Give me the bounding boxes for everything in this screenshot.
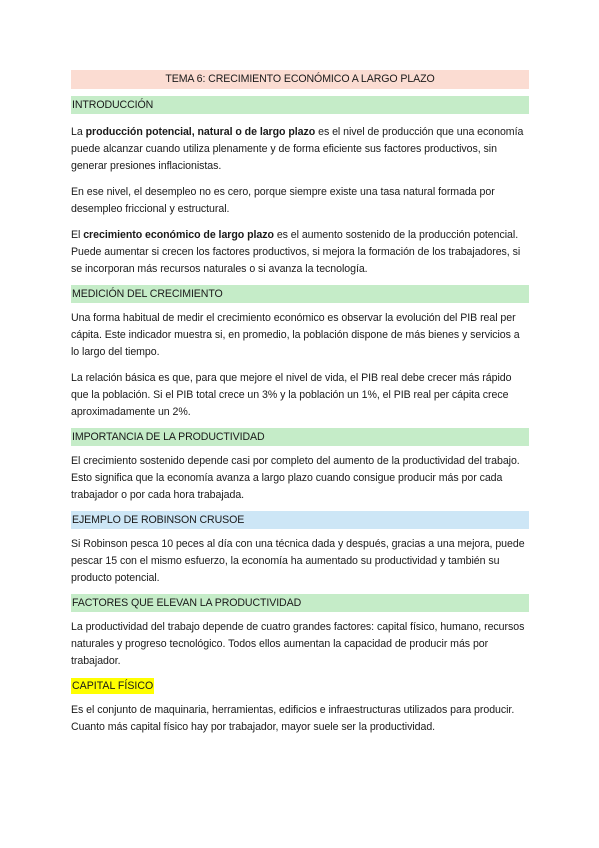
paragraph-factores: La productividad del trabajo depende de cuatro grandes factores: capital físico, humano, recursos naturales y progreso tecnológico. Todos ellos aumentan la capacidad de producir más por trabajador. — [71, 621, 525, 667]
section-heading-robinson-crusoe: EJEMPLO DE ROBINSON CRUSOE — [71, 511, 529, 529]
text-fragment: El — [71, 229, 84, 241]
highlighted-heading-text: CAPITAL FÍSICO — [72, 680, 154, 692]
paragraph-capital-fisico: Es el conjunto de maquinaria, herramientas, edificios e infraestructuras utilizados para producir. Cuanto más capital físico hay por trabajador, mayor suele ser la productividad. — [71, 704, 515, 733]
text-fragment: es el nivel de producción que una economía puede alcanzar cuando utiliza plenamente y de forma eficiente sus factores productivos, sin generar presiones inflacionistas. — [71, 126, 524, 172]
paragraph-robinson: Si Robinson pesca 10 peces al día con una técnica dada y después, gracias a una mejora, puede pescar 15 con el mismo esfuerzo, la economía ha aumentado su productividad y también su producto potencial. — [71, 538, 525, 584]
section-heading-introduccion: INTRODUCCIÓN — [71, 96, 529, 114]
document-title: TEMA 6: CRECIMIENTO ECONÓMICO A LARGO PLAZO — [71, 70, 529, 89]
text-fragment: es el aumento sostenido de la producción potencial. Puede aumentar si crecen los factores productivos, si mejora la formación de los trabajadores, si se incorporan más recursos naturales o si avanza la tecnología. — [71, 229, 521, 275]
paragraph-desempleo: En ese nivel, el desempleo no es cero, porque siempre existe una tasa natural formada por desempleo friccional y estructural. — [71, 186, 495, 215]
section-heading-capital-fisico — [71, 677, 529, 695]
paragraph-produccion-potencial — [71, 124, 529, 175]
paragraph-pib-per-capita: Una forma habitual de medir el crecimiento económico es observar la evolución del PIB real per cápita. Este indicador muestra si, en promedio, la población dispone de más bienes y servicios a lo largo del tiempo. — [71, 312, 520, 358]
paragraph-relacion-basica: La relación básica es que, para que mejore el nivel de vida, el PIB real debe crecer más rápido que la población. Si el PIB total crece un 3% y la población un 1%, el PIB real per cápita crece aproximadamente un 2%. — [71, 372, 512, 418]
section-heading-productividad: IMPORTANCIA DE LA PRODUCTIVIDAD — [71, 428, 529, 446]
text-fragment: La — [71, 126, 86, 138]
paragraph-productividad: El crecimiento sostenido depende casi por completo del aumento de la productividad del trabajo. Esto significa que la economía avanza a largo plazo cuando consigue producir más por cada trabajador o por cada hora trabajada. — [71, 455, 520, 501]
section-heading-factores: FACTORES QUE ELEVAN LA PRODUCTIVIDAD — [71, 594, 529, 612]
paragraph-crecimiento-economico — [71, 227, 529, 278]
bold-term-crecimiento-economico: crecimiento económico de largo plazo — [83, 229, 274, 241]
section-heading-medicion: MEDICIÓN DEL CRECIMIENTO — [71, 285, 529, 303]
bold-term-produccion-potencial: producción potencial, natural o de largo plazo — [85, 126, 316, 138]
document-page — [71, 70, 529, 736]
